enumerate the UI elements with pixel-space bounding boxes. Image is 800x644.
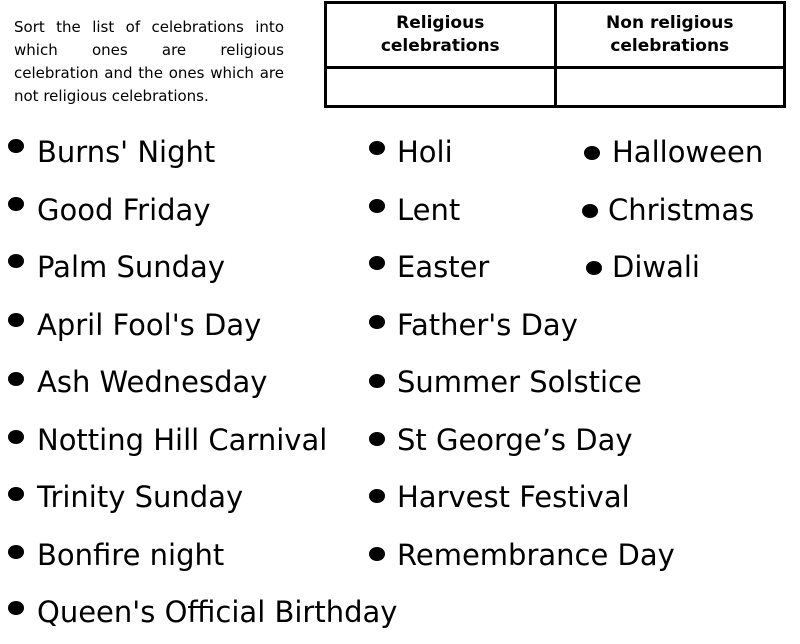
bullet-icon [369,547,385,561]
bullet-icon [8,139,24,153]
bullet-icon [8,545,24,559]
celebration-item: Christmas [608,193,755,227]
bullet-icon [8,601,24,615]
bullet-icon [8,487,24,501]
non-religious-header: Non religious celebrations [555,3,785,68]
celebration-item: Diwali [612,250,700,284]
celebration-item: Ash Wednesday [37,365,268,399]
bullet-icon [584,146,600,160]
celebration-item: Halloween [612,135,764,169]
bullet-icon [369,374,385,388]
bullet-icon [8,430,24,444]
celebration-item: Harvest Festival [397,480,630,514]
celebration-item: Trinity Sunday [37,480,244,514]
celebration-item: Notting Hill Carnival [37,423,328,457]
celebration-item: St George’s Day [397,423,633,457]
religious-answer-cell[interactable] [326,68,556,107]
celebration-item: Bonfire night [37,538,225,572]
bullet-icon [369,256,385,270]
celebration-item: Summer Solstice [397,365,642,399]
bullet-icon [369,141,385,155]
bullet-icon [8,197,24,211]
bullet-icon [369,315,385,329]
celebration-item: April Fool's Day [37,308,262,342]
sorting-table [324,1,786,108]
celebration-item: Queen's Official Birthday [37,595,398,629]
bullet-icon [582,204,598,218]
instructions-text: Sort the list of celebrations into which ones are religious celebration and the ones which are not religious celebrations. [14,18,284,105]
bullet-icon [369,199,385,213]
bullet-icon [8,372,24,386]
bullet-icon [8,254,24,268]
celebration-item: Lent [397,193,461,227]
celebration-item: Palm Sunday [37,250,225,284]
celebration-item: Father's Day [397,308,578,342]
bullet-icon [586,261,602,275]
bullet-icon [369,489,385,503]
bullet-icon [369,432,385,446]
celebration-item: Easter [397,250,490,284]
bullet-icon [8,313,24,327]
celebration-item: Remembrance Day [397,538,675,572]
religious-header: Religious celebrations [326,3,556,68]
non-religious-answer-cell[interactable] [555,68,785,107]
celebration-item: Good Friday [37,193,211,227]
celebration-item: Burns' Night [37,135,216,169]
celebration-item: Holi [397,135,453,169]
